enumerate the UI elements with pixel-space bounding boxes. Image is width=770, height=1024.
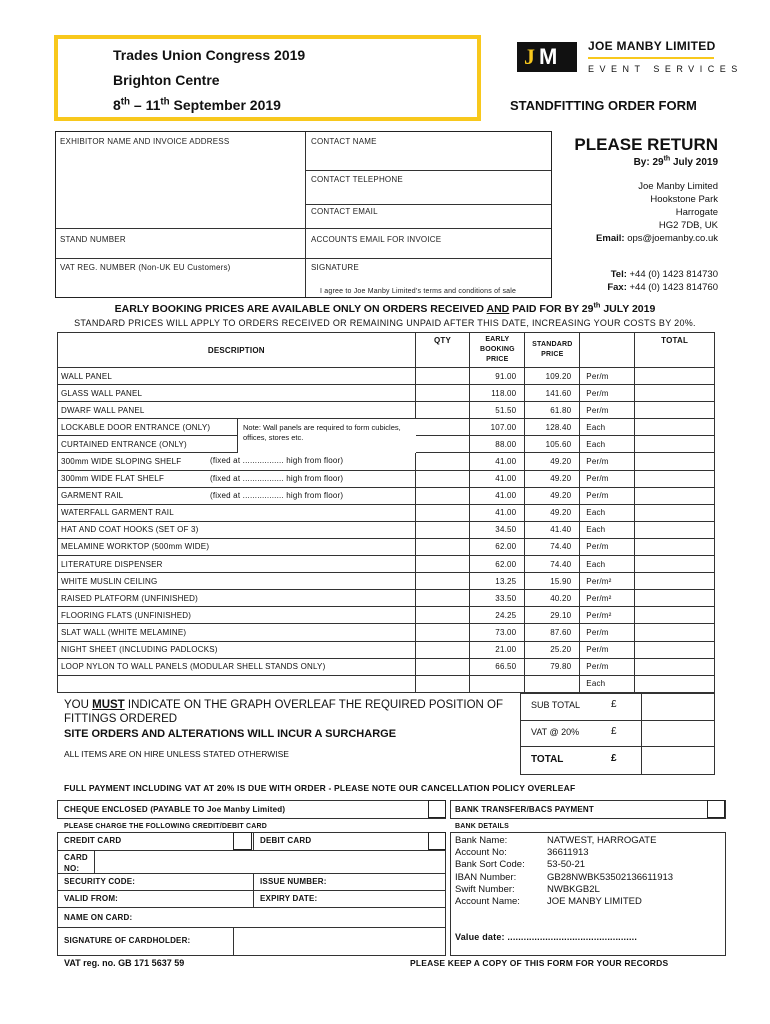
item-description: CURTAINED ENTRANCE (ONLY) xyxy=(58,436,416,453)
qty-input-cell[interactable] xyxy=(415,590,470,607)
total-input-cell[interactable] xyxy=(635,470,715,487)
header-total: TOTAL xyxy=(635,333,715,368)
charge-card-label: PLEASE CHARGE THE FOLLOWING CREDIT/DEBIT CARD xyxy=(64,823,268,830)
bank-labels: Bank Name: Account No: Bank Sort Code: IBAN Number: Swift Number: Account Name: xyxy=(455,835,525,908)
table-row xyxy=(58,573,715,590)
qty-input-cell[interactable] xyxy=(415,402,470,419)
total-input-cell[interactable] xyxy=(635,521,715,538)
item-description: SLAT WALL (WHITE MELAMINE) xyxy=(58,624,416,641)
qty-input-cell[interactable] xyxy=(415,436,470,453)
price-unit: Per/m xyxy=(580,487,635,504)
contact-telephone-field[interactable]: CONTACT TELEPHONE xyxy=(311,175,403,184)
early-price: 41.00 xyxy=(470,487,525,504)
standard-price: 49.20 xyxy=(525,487,580,504)
qty-input-cell[interactable] xyxy=(415,658,470,675)
total-input-cell[interactable] xyxy=(635,641,715,658)
standard-price: 105.60 xyxy=(525,436,580,453)
total-input-cell[interactable] xyxy=(635,368,715,385)
subtotal-currency: £ xyxy=(611,699,617,710)
price-unit: Each xyxy=(580,675,635,692)
header-qty: QTY xyxy=(415,333,470,368)
bank-details-label: BANK DETAILS xyxy=(455,823,509,830)
vat-registration: VAT reg. no. GB 171 5637 59 xyxy=(64,958,185,968)
early-price: 91.00 xyxy=(470,368,525,385)
item-description: WATERFALL GARMENT RAIL xyxy=(58,504,416,521)
table-row xyxy=(58,385,715,402)
total-input-cell[interactable] xyxy=(635,607,715,624)
item-description: LOCKABLE DOOR ENTRANCE (ONLY) xyxy=(58,419,416,436)
qty-input-cell[interactable] xyxy=(415,504,470,521)
price-unit: Each xyxy=(580,419,635,436)
standard-price: 41.40 xyxy=(525,521,580,538)
price-unit: Per/m xyxy=(580,624,635,641)
qty-input-cell[interactable] xyxy=(415,675,470,692)
price-unit: Per/m² xyxy=(580,590,635,607)
total-label: TOTAL xyxy=(531,754,564,765)
price-unit: Each xyxy=(580,521,635,538)
item-description: FLOORING FLATS (UNFINISHED) xyxy=(58,607,416,624)
header-standard-price: STANDARD PRICE xyxy=(525,333,580,368)
total-input-cell[interactable] xyxy=(635,556,715,573)
surcharge-notice: SITE ORDERS AND ALTERATIONS WILL INCUR A SURCHARGE xyxy=(64,728,397,740)
standard-price: 109.20 xyxy=(525,368,580,385)
early-price: 41.00 xyxy=(470,453,525,470)
debit-card-label: DEBIT CARD xyxy=(260,836,312,845)
return-fax: Fax: +44 (0) 1423 814760 xyxy=(607,282,718,293)
credit-card-label: CREDIT CARD xyxy=(64,836,122,845)
address-line: HG2 7DB, UK xyxy=(658,220,718,231)
form-title: STANDFITTING ORDER FORM xyxy=(510,98,697,113)
name-on-card-field[interactable]: NAME ON CARD: xyxy=(64,913,133,922)
standard-price: 29.10 xyxy=(525,607,580,624)
early-price: 107.00 xyxy=(470,419,525,436)
valid-from-field[interactable]: VALID FROM: xyxy=(64,894,119,903)
value-date-field[interactable]: Value date: ................................................ xyxy=(455,932,638,942)
return-telephone: Tel: +44 (0) 1423 814730 xyxy=(610,269,718,280)
company-divider xyxy=(588,57,714,59)
price-unit: Per/m xyxy=(580,538,635,555)
cardholder-signature-field[interactable]: SIGNATURE OF CARDHOLDER: xyxy=(64,936,191,945)
cheque-label: CHEQUE ENCLOSED (PAYABLE TO Joe Manby Limited) xyxy=(64,805,286,814)
total-input-cell[interactable] xyxy=(635,504,715,521)
early-price: 21.00 xyxy=(470,641,525,658)
item-description: DWARF WALL PANEL xyxy=(58,402,416,419)
vat-currency: £ xyxy=(611,726,617,737)
early-price: 66.50 xyxy=(470,658,525,675)
header-early-price: EARLY BOOKING PRICE xyxy=(470,333,525,368)
standard-price: 141.60 xyxy=(525,385,580,402)
address-line: Hookstone Park xyxy=(650,194,718,205)
total-input-cell[interactable] xyxy=(635,402,715,419)
table-row xyxy=(58,624,715,641)
qty-input-cell[interactable] xyxy=(415,368,470,385)
stand-number-field[interactable]: STAND NUMBER xyxy=(60,235,126,244)
table-header-row xyxy=(58,333,715,368)
vat-label: VAT @ 20% xyxy=(531,727,580,737)
total-input-cell[interactable] xyxy=(635,487,715,504)
early-price: 73.00 xyxy=(470,624,525,641)
early-price: 34.50 xyxy=(470,521,525,538)
shelf-height-note: (fixed at ................. high from floor) xyxy=(210,456,344,466)
table-row xyxy=(58,504,715,521)
total-input-cell[interactable] xyxy=(635,436,715,453)
price-unit: Each xyxy=(580,504,635,521)
terms-agreement: I agree to Joe Manby Limited’s terms and conditions of sale xyxy=(320,288,517,295)
early-price: 62.00 xyxy=(470,556,525,573)
contact-email-field[interactable]: CONTACT EMAIL xyxy=(311,207,378,216)
table-row xyxy=(58,641,715,658)
debit-card-checkbox[interactable] xyxy=(428,832,446,850)
item-description: NIGHT SHEET (INCLUDING PADLOCKS) xyxy=(58,641,416,658)
total-input-cell[interactable] xyxy=(635,624,715,641)
event-name: Trades Union Congress 2019 xyxy=(113,47,306,63)
standard-price: 40.20 xyxy=(525,590,580,607)
standard-price xyxy=(525,675,580,692)
standard-price: 15.90 xyxy=(525,573,580,590)
header-description: DESCRIPTION xyxy=(58,333,416,368)
total-input-cell[interactable] xyxy=(635,538,715,555)
exhibitor-field[interactable]: EXHIBITOR NAME AND INVOICE ADDRESS xyxy=(60,137,230,146)
security-code-field[interactable]: SECURITY CODE: xyxy=(64,877,136,886)
item-description: 300mm WIDE FLAT SHELF (fixed at ................. high from floor) xyxy=(58,470,416,487)
early-price: 41.00 xyxy=(470,470,525,487)
total-input-cell[interactable] xyxy=(635,453,715,470)
expiry-date-field[interactable]: EXPIRY DATE: xyxy=(260,894,318,903)
item-description xyxy=(58,675,416,692)
event-dates: 8th – 11th September 2019 xyxy=(113,96,281,113)
qty-input-cell[interactable] xyxy=(415,521,470,538)
price-unit: Per/m² xyxy=(580,607,635,624)
bank-transfer-label: BANK TRANSFER/BACS PAYMENT xyxy=(455,805,594,814)
please-return-title: PLEASE RETURN xyxy=(574,135,718,154)
vat-reg-field[interactable]: VAT REG. NUMBER (Non-UK EU Customers) xyxy=(60,263,231,272)
standard-price: 49.20 xyxy=(525,470,580,487)
accounts-email-field[interactable]: ACCOUNTS EMAIL FOR INVOICE xyxy=(311,235,442,244)
standard-price: 74.40 xyxy=(525,556,580,573)
total-input-cell[interactable] xyxy=(635,419,715,436)
standard-price: 128.40 xyxy=(525,419,580,436)
price-unit: Per/m xyxy=(580,368,635,385)
total-input-cell[interactable] xyxy=(635,675,715,692)
early-price: 88.00 xyxy=(470,436,525,453)
qty-input-cell[interactable] xyxy=(415,385,470,402)
card-number-field[interactable]: CARD NO: xyxy=(64,853,88,873)
early-price: 51.50 xyxy=(470,402,525,419)
item-description: WHITE MUSLIN CEILING xyxy=(58,573,416,590)
table-row xyxy=(58,590,715,607)
total-input-cell[interactable] xyxy=(635,590,715,607)
totals-input-area[interactable] xyxy=(642,694,714,774)
signature-field[interactable]: SIGNATURE xyxy=(311,263,359,272)
standard-price: 25.20 xyxy=(525,641,580,658)
standard-prices-notice: STANDARD PRICES WILL APPLY TO ORDERS RECEIVED OR REMAINING UNPAID AFTER THIS DATE, INCREASING YOUR COSTS BY 20%. xyxy=(74,318,696,328)
qty-input-cell[interactable] xyxy=(415,573,470,590)
qty-input-cell[interactable] xyxy=(415,624,470,641)
keep-copy-notice: PLEASE KEEP A COPY OF THIS FORM FOR YOUR RECORDS xyxy=(410,958,669,968)
standard-price: 49.20 xyxy=(525,453,580,470)
wall-panel-note: Note: Wall panels are required to form cubicles, offices, stores etc. xyxy=(237,419,416,453)
early-booking-notice: EARLY BOOKING PRICES ARE AVAILABLE ONLY ON ORDERS RECEIVED AND PAID FOR BY 29th JULY 2019 xyxy=(114,300,656,315)
table-row xyxy=(58,453,715,470)
item-description: WALL PANEL xyxy=(58,368,416,385)
standard-price: 49.20 xyxy=(525,504,580,521)
early-price: 33.50 xyxy=(470,590,525,607)
qty-input-cell[interactable] xyxy=(415,538,470,555)
standard-price: 87.60 xyxy=(525,624,580,641)
price-unit: Per/m² xyxy=(580,573,635,590)
early-price: 13.25 xyxy=(470,573,525,590)
item-description: 300mm WIDE SLOPING SHELF (fixed at ................. high from floor) xyxy=(58,453,416,470)
item-description: LOOP NYLON TO WALL PANELS (MODULAR SHELL STANDS ONLY) xyxy=(58,658,416,675)
table-row xyxy=(58,607,715,624)
address-line: Harrogate xyxy=(675,207,718,218)
table-row xyxy=(58,521,715,538)
address-line: Joe Manby Limited xyxy=(638,181,718,192)
bank-transfer-checkbox[interactable] xyxy=(707,800,725,818)
qty-input-cell[interactable] xyxy=(415,607,470,624)
header-unit xyxy=(580,333,635,368)
table-row xyxy=(58,556,715,573)
table-row xyxy=(58,402,715,419)
on-hire-notice: ALL ITEMS ARE ON HIRE UNLESS STATED OTHERWISE xyxy=(64,749,289,759)
price-unit: Each xyxy=(580,556,635,573)
event-info-box xyxy=(54,35,481,121)
total-currency: £ xyxy=(611,753,617,764)
item-description: GLASS WALL PANEL xyxy=(58,385,416,402)
standard-price: 74.40 xyxy=(525,538,580,555)
qty-input-cell[interactable] xyxy=(415,470,470,487)
qty-input-cell[interactable] xyxy=(415,419,470,436)
early-price: 24.25 xyxy=(470,607,525,624)
return-email[interactable]: Email: ops@joemanby.co.uk xyxy=(596,233,718,244)
total-input-cell[interactable] xyxy=(635,385,715,402)
standard-price: 79.80 xyxy=(525,658,580,675)
table-row xyxy=(58,675,715,692)
issue-number-field[interactable]: ISSUE NUMBER: xyxy=(260,877,327,886)
qty-input-cell[interactable] xyxy=(415,487,470,504)
item-description: MELAMINE WORKTOP (500mm WIDE) xyxy=(58,538,416,555)
table-row xyxy=(58,487,715,504)
shelf-height-note: (fixed at ................. high from floor) xyxy=(210,490,344,500)
bank-values: NATWEST, HARROGATE 36611913 53-50-21 GB28NWBK53502136611913 NWBKGB2L JOE MANBY LIMITED xyxy=(547,835,674,908)
price-unit: Per/m xyxy=(580,402,635,419)
table-row xyxy=(58,368,715,385)
price-unit: Per/m xyxy=(580,470,635,487)
shelf-height-note: (fixed at ................. high from floor) xyxy=(210,473,344,483)
price-unit: Per/m xyxy=(580,658,635,675)
qty-input-cell[interactable] xyxy=(415,453,470,470)
totals-box xyxy=(520,693,715,775)
qty-input-cell[interactable] xyxy=(415,556,470,573)
credit-card-checkbox[interactable] xyxy=(233,832,252,850)
qty-input-cell[interactable] xyxy=(415,641,470,658)
standard-price: 61.80 xyxy=(525,402,580,419)
cheque-checkbox[interactable] xyxy=(428,800,446,818)
full-payment-notice: FULL PAYMENT INCLUDING VAT AT 20% IS DUE WITH ORDER - PLEASE NOTE OUR CANCELLATION POLICY OVERLEAF xyxy=(64,783,576,793)
position-instruction: YOU MUST INDICATE ON THE GRAPH OVERLEAF THE REQUIRED POSITION OF FITTINGS ORDERED xyxy=(64,699,503,725)
price-table xyxy=(57,332,715,693)
table-row xyxy=(58,658,715,675)
item-description: RAISED PLATFORM (UNFINISHED) xyxy=(58,590,416,607)
early-price: 41.00 xyxy=(470,504,525,521)
item-description: LITERATURE DISPENSER xyxy=(58,556,416,573)
price-unit: Each xyxy=(580,436,635,453)
price-unit: Per/m xyxy=(580,385,635,402)
early-price: 62.00 xyxy=(470,538,525,555)
event-venue: Brighton Centre xyxy=(113,72,220,88)
table-row xyxy=(58,470,715,487)
company-subtitle: EVENT SERVICES xyxy=(588,64,743,74)
early-price: 118.00 xyxy=(470,385,525,402)
return-by-date: By: 29th July 2019 xyxy=(633,155,718,168)
total-input-cell[interactable] xyxy=(635,573,715,590)
company-logo: J M xyxy=(517,42,577,72)
item-description: HAT AND COAT HOOKS (SET OF 3) xyxy=(58,521,416,538)
total-input-cell[interactable] xyxy=(635,658,715,675)
price-unit: Per/m xyxy=(580,453,635,470)
contact-details-box xyxy=(55,131,552,298)
early-price xyxy=(470,675,525,692)
subtotal-label: SUB TOTAL xyxy=(531,700,581,710)
contact-name-field[interactable]: CONTACT NAME xyxy=(311,137,377,146)
company-name: JOE MANBY LIMITED xyxy=(588,39,716,53)
table-row xyxy=(58,538,715,555)
item-description: GARMENT RAIL (fixed at ................. high from floor) xyxy=(58,487,416,504)
price-unit: Per/m xyxy=(580,641,635,658)
